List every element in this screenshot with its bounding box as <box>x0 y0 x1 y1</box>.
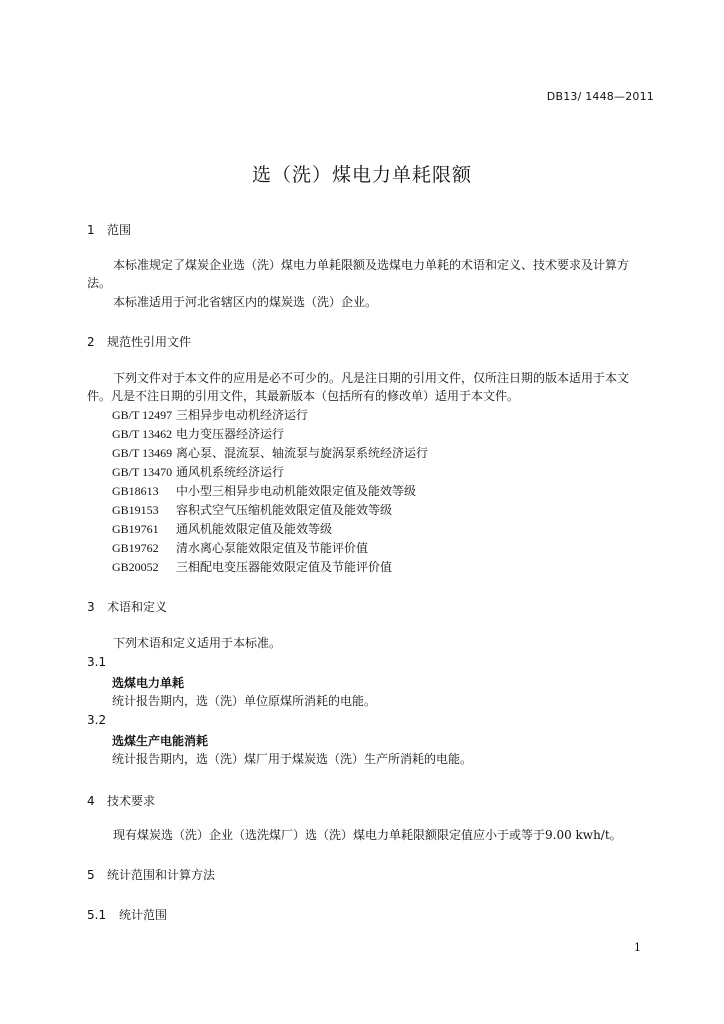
section-4-paragraph: 现有煤炭选（洗）企业（选洗煤厂）选（洗）煤电力单耗限额限定值应小于或等于9.00 kwh/t。 <box>113 828 622 842</box>
section-title: 范围 <box>107 223 132 237</box>
term-number: 3.2 <box>87 713 107 727</box>
reference-item <box>112 406 308 423</box>
section-title: 技术要求 <box>107 794 156 808</box>
section-5-heading <box>87 866 215 883</box>
reference-title: 三相配电变压器能效限定值及节能评价值 <box>176 560 393 574</box>
section-1-paragraph-1-line-2: 法。 <box>87 276 112 290</box>
section-3-intro: 下列术语和定义适用于本标准。 <box>113 636 282 650</box>
section-1-paragraph-2: 本标准适用于河北省辖区内的煤炭选（洗）企业。 <box>113 295 378 309</box>
reference-item <box>112 482 416 499</box>
reference-item <box>112 520 332 537</box>
reference-code: GB/T 12497 <box>112 408 173 422</box>
term-definition: 统计报告期内，选（洗）单位原煤所消耗的电能。 <box>112 694 377 708</box>
reference-code: GB/T 13470 <box>112 465 173 479</box>
section-1-paragraph-1-line-1: 本标准规定了煤炭企业选（洗）煤电力单耗限额及选煤电力单耗的术语和定义、技术要求及计算方 <box>113 258 630 272</box>
reference-code: GB19762 <box>112 541 159 555</box>
term-name: 选煤电力单耗 <box>112 676 185 690</box>
section-2-heading <box>87 333 191 350</box>
standard-code: DB13/ 1448—2011 <box>546 90 654 103</box>
reference-title: 中小型三相异步电动机能效限定值及能效等级 <box>176 484 417 498</box>
reference-code: GB19153 <box>112 503 159 517</box>
reference-item <box>112 558 392 575</box>
reference-title: 清水离心泵能效限定值及节能评价值 <box>176 541 369 555</box>
section-5-1-heading <box>87 906 167 923</box>
section-2-paragraph-1-line-1: 下列文件对于本文件的应用是必不可少的。凡是注日期的引用文件，仅所注日期的版本适用于本文 <box>113 371 630 385</box>
term-number: 3.1 <box>87 655 107 669</box>
reference-item <box>112 463 284 480</box>
section-1-heading <box>87 221 131 238</box>
reference-code: GB/T 13462 <box>112 427 173 441</box>
term-name: 选煤生产电能消耗 <box>112 734 209 748</box>
section-number: 1 <box>87 223 95 237</box>
section-number: 5 <box>87 868 95 882</box>
section-number: 2 <box>87 335 95 349</box>
reference-title: 三相异步电动机经济运行 <box>176 408 309 422</box>
subsection-number: 5.1 <box>87 908 107 922</box>
section-4-heading <box>87 792 155 809</box>
section-title: 规范性引用文件 <box>107 335 192 349</box>
term-definition: 统计报告期内，选（洗）煤厂用于煤炭选（洗）生产所消耗的电能。 <box>112 752 473 766</box>
section-2-paragraph-1-line-2: 件。凡是不注日期的引用文件，其最新版本（包括所有的修改单）适用于本文件。 <box>87 389 520 403</box>
reference-item <box>112 539 368 556</box>
reference-item <box>112 501 392 518</box>
reference-title: 离心泵、混流泵、轴流泵与旋涡泵系统经济运行 <box>176 446 429 460</box>
section-title: 统计范围和计算方法 <box>107 868 216 882</box>
reference-item <box>112 425 284 442</box>
reference-item <box>112 444 428 461</box>
reference-code: GB20052 <box>112 560 159 574</box>
reference-title: 通风机能效限定值及能效等级 <box>176 522 333 536</box>
section-number: 4 <box>87 794 95 808</box>
section-title: 术语和定义 <box>107 600 168 614</box>
reference-code: GB/T 13469 <box>112 446 173 460</box>
section-3-heading <box>87 598 167 615</box>
reference-title: 容积式空气压缩机能效限定值及能效等级 <box>176 503 393 517</box>
reference-title: 电力变压器经济运行 <box>176 427 285 441</box>
page-number: 1 <box>634 941 641 954</box>
reference-code: GB18613 <box>112 484 159 498</box>
document-title: 选（洗）煤电力单耗限额 <box>251 164 472 186</box>
section-number: 3 <box>87 600 95 614</box>
reference-title: 通风机系统经济运行 <box>176 465 285 479</box>
reference-code: GB19761 <box>112 522 159 536</box>
subsection-title: 统计范围 <box>119 908 168 922</box>
